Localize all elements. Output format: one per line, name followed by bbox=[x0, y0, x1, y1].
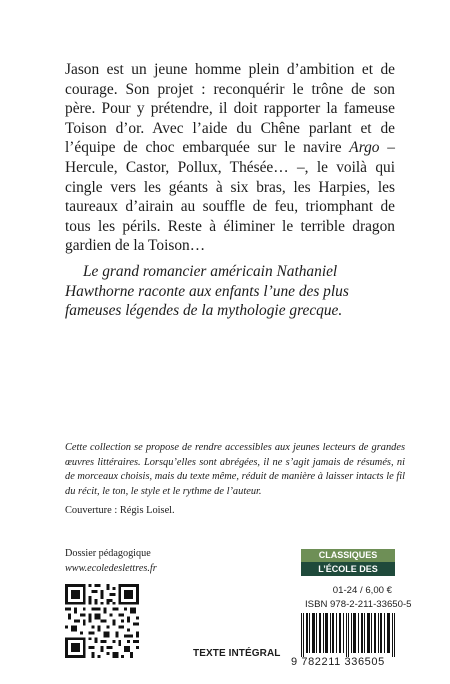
isbn-number: ISBN 978-2-211-33650-5 bbox=[305, 599, 412, 610]
collection-note-text: Cette collection se propose de rendre accessibles aux jeunes lecteurs de grandes œuvres littéraires. Lorsqu’elles sont abrégées, il ne s’agit jamais de résumés, ni de morceaux choisis, mais du texte même, réduit de manière à laisser intacts le fil du récit, le ton, le style et le rythme de l’auteur. bbox=[65, 442, 405, 497]
barcode-icon bbox=[299, 613, 399, 657]
blurb-text-end: – Hercule, Castor, Pollux, Thésée… –, le voilà qui cingle vers les géants à six bras, les Harpies, les taureaux d’airain au souffle de feu, triomphant de tous les périls. Reste à éliminer le terrible dragon gardien de la Toison… bbox=[65, 139, 395, 255]
texte-integral-label: TEXTE INTÉGRAL bbox=[193, 648, 281, 659]
author-intro bbox=[65, 262, 395, 321]
blurb-paragraph bbox=[65, 60, 395, 256]
author-intro-text: Le grand romancier américain Nathaniel Hawthorne raconte aux enfants l’une des plus fameuses légendes de la mythologie grecque. bbox=[65, 263, 349, 320]
barcode-digits: 9 782211 336505 bbox=[291, 656, 385, 668]
collection-note bbox=[65, 441, 405, 499]
back-cover-blurb bbox=[65, 60, 395, 256]
series-label: CLASSIQUES bbox=[301, 549, 395, 562]
cover-credit: Couverture : Régis Loisel. bbox=[65, 505, 175, 516]
blurb-text-start: Jason est un jeune homme plein d’ambition et de courage. Son projet : reconquérir le trône de son père. Pour y prétendre, il doit rapporter la fameuse Toison d’or. Avec l’aide du Chêne parlant et de l’équipe de choc embarquée sur le navire bbox=[65, 61, 395, 157]
website-link[interactable]: www.ecoledeslettres.fr bbox=[65, 563, 157, 574]
publisher-label: L’ÉCOLE DES LOISIRS bbox=[301, 562, 395, 576]
qr-code-icon[interactable] bbox=[65, 584, 139, 658]
publisher-badge bbox=[301, 549, 395, 588]
dossier-label: Dossier pédagogique bbox=[65, 548, 151, 559]
price-line: 01-24 / 6,00 € bbox=[332, 585, 392, 596]
ship-name: Argo bbox=[349, 139, 380, 157]
